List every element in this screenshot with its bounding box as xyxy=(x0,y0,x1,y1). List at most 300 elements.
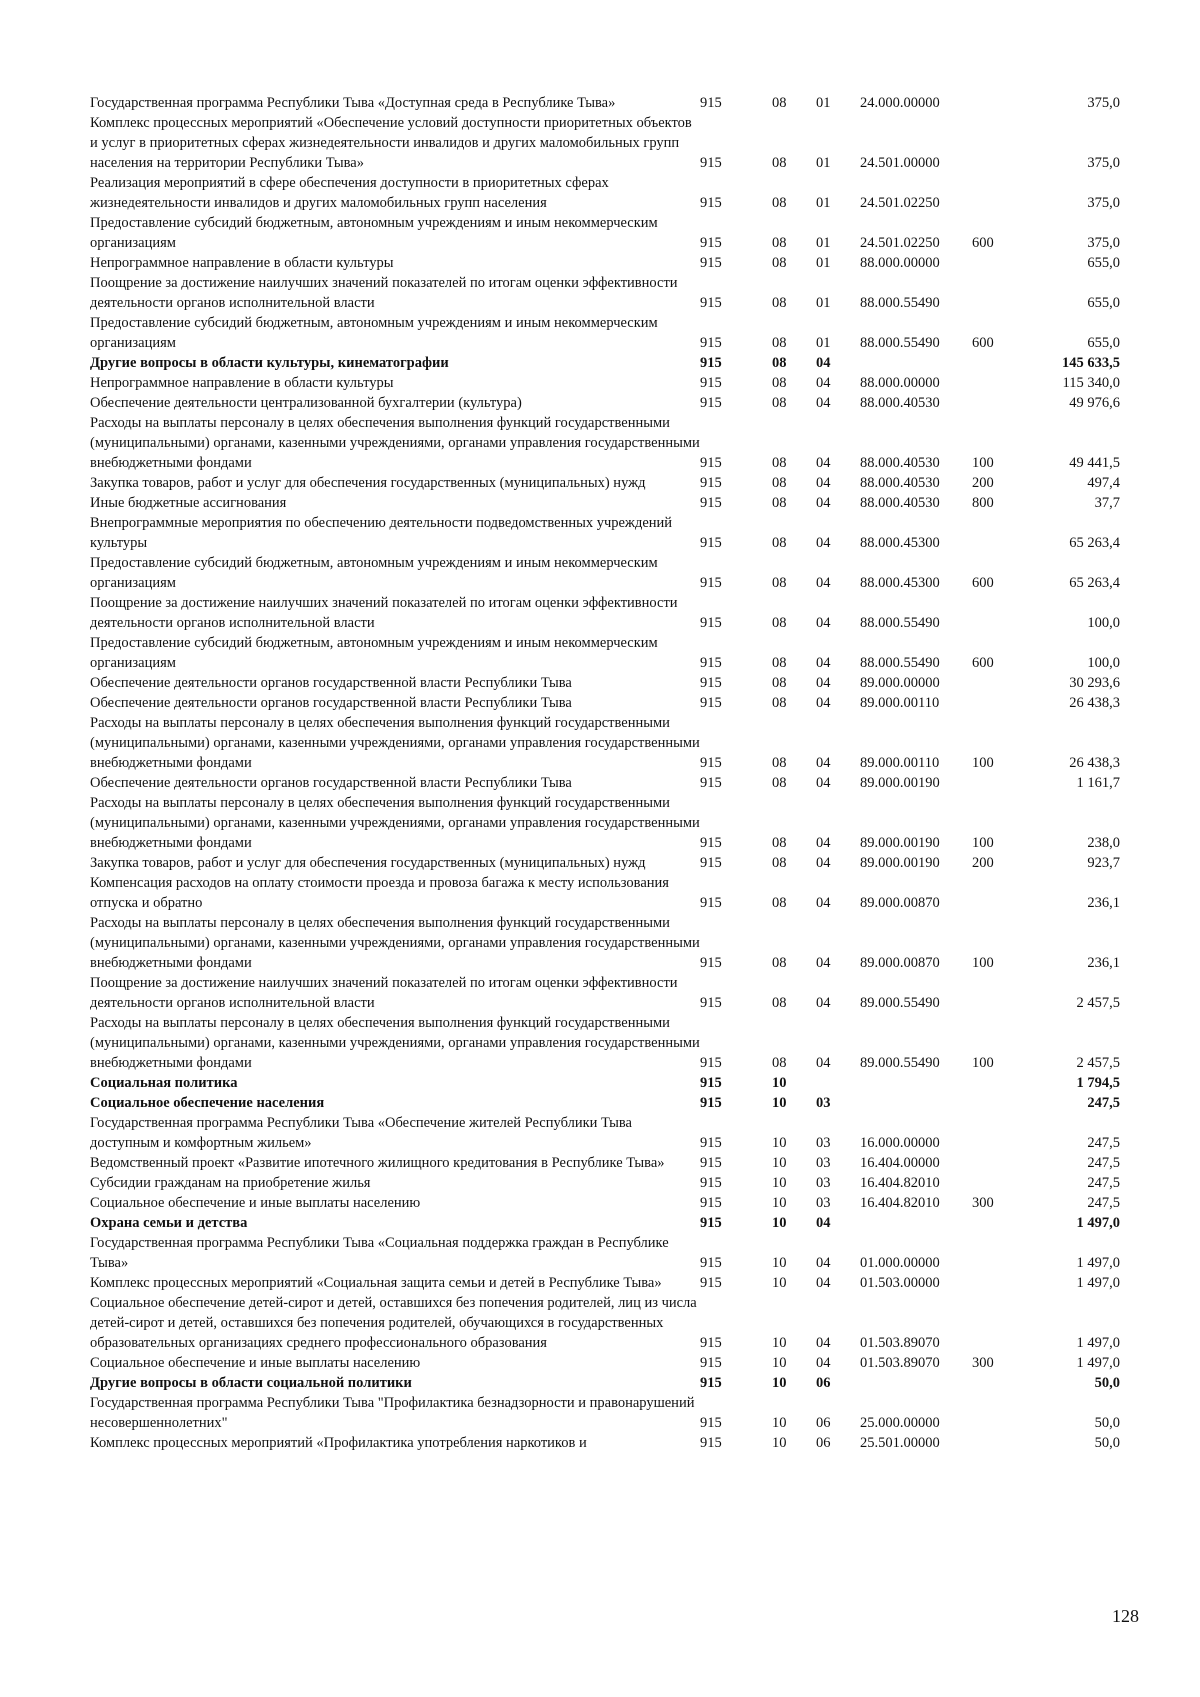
row-expense-type-code xyxy=(972,1213,1030,1233)
row-grbs-code: 915 xyxy=(700,455,722,471)
row-grbs-code: 915 xyxy=(700,535,722,551)
row-name: Поощрение за достижение наилучших значений показателей по итогам оценки эффективности деятельности органов исполнительной власти xyxy=(90,275,678,311)
row-subsection-code: 04 xyxy=(816,1255,831,1271)
row-name: Расходы на выплаты персоналу в целях обеспечения выполнения функций государственными (муниципальными) органами, казенными учреждениями, органами управления государственными внебюджетными фондами xyxy=(90,715,700,771)
row-target-article-code: 89.000.00000 xyxy=(860,675,940,691)
row-sum: 375,0 xyxy=(1087,155,1120,171)
row-name: Обеспечение деятельности централизованной бухгалтерии (культура) xyxy=(90,395,522,411)
row-sum: 50,0 xyxy=(1094,1375,1120,1391)
table-row xyxy=(90,373,1120,393)
row-grbs-code: 915 xyxy=(700,775,722,791)
row-grbs-code: 915 xyxy=(700,655,722,671)
table-row xyxy=(90,793,1120,853)
row-name: Другие вопросы в области социальной политики xyxy=(90,1375,412,1391)
row-section-code: 08 xyxy=(772,255,787,271)
row-target-article-code: 89.000.00870 xyxy=(860,955,940,971)
row-subsection-code: 04 xyxy=(816,355,831,371)
row-expense-type-code xyxy=(972,693,1030,713)
row-target-article-code: 16.404.00000 xyxy=(860,1155,940,1171)
row-sum: 1 497,0 xyxy=(1076,1275,1120,1291)
row-section-code: 10 xyxy=(772,1215,787,1231)
row-target-article-code: 88.000.00000 xyxy=(860,375,940,391)
row-subsection-code: 04 xyxy=(816,675,831,691)
row-sum: 100,0 xyxy=(1087,655,1120,671)
table-row xyxy=(90,773,1120,793)
table-row xyxy=(90,713,1120,773)
row-name: Расходы на выплаты персоналу в целях обеспечения выполнения функций государственными (муниципальными) органами, казенными учреждениями, органами управления государственными внебюджетными фондами xyxy=(90,415,700,471)
table-row xyxy=(90,1293,1120,1353)
table-row xyxy=(90,1153,1120,1173)
row-section-code: 10 xyxy=(772,1135,787,1151)
row-target-article-code: 24.501.00000 xyxy=(860,155,940,171)
row-sum: 236,1 xyxy=(1087,955,1120,971)
row-sum: 655,0 xyxy=(1087,255,1120,271)
row-sum: 37,7 xyxy=(1094,495,1120,511)
row-expense-type-code xyxy=(972,273,1030,313)
row-target-article-code: 88.000.40530 xyxy=(860,455,940,471)
row-grbs-code: 915 xyxy=(700,155,722,171)
row-grbs-code: 915 xyxy=(700,395,722,411)
row-name: Расходы на выплаты персоналу в целях обеспечения выполнения функций государственными (муниципальными) органами, казенными учреждениями, органами управления государственными внебюджетными фондами xyxy=(90,795,700,851)
row-grbs-code: 915 xyxy=(700,695,722,711)
row-target-article-code: 88.000.55490 xyxy=(860,655,940,671)
row-grbs-code: 915 xyxy=(700,1095,722,1111)
table-row xyxy=(90,1093,1120,1113)
row-subsection-code: 04 xyxy=(816,855,831,871)
row-subsection-code: 01 xyxy=(816,95,831,111)
row-subsection-code: 04 xyxy=(816,835,831,851)
row-section-code: 10 xyxy=(772,1095,787,1111)
row-sum: 247,5 xyxy=(1087,1155,1120,1171)
row-expense-type-code xyxy=(972,773,1030,793)
budget-table xyxy=(90,93,1120,1453)
row-target-article-code: 24.501.02250 xyxy=(860,195,940,211)
row-expense-type-code: 800 xyxy=(972,495,994,511)
row-section-code: 10 xyxy=(772,1155,787,1171)
row-target-article-code: 88.000.00000 xyxy=(860,255,940,271)
table-row xyxy=(90,553,1120,593)
row-grbs-code: 915 xyxy=(700,835,722,851)
row-name: Государственная программа Республики Тыва «Доступная среда в Республике Тыва» xyxy=(90,95,616,111)
row-expense-type-code: 100 xyxy=(972,835,994,851)
row-sum: 1 497,0 xyxy=(1076,1255,1120,1271)
row-expense-type-code xyxy=(972,93,1030,113)
row-grbs-code: 915 xyxy=(700,235,722,251)
row-grbs-code: 915 xyxy=(700,1135,722,1151)
row-grbs-code: 915 xyxy=(700,1055,722,1071)
row-section-code: 08 xyxy=(772,695,787,711)
row-grbs-code: 915 xyxy=(700,475,722,491)
row-sum: 2 457,5 xyxy=(1076,1055,1120,1071)
row-name: Социальное обеспечение и иные выплаты населению xyxy=(90,1195,421,1211)
row-subsection-code: 01 xyxy=(816,195,831,211)
row-target-article-code: 89.000.00870 xyxy=(860,895,940,911)
row-target-article-code: 88.000.55490 xyxy=(860,335,940,351)
row-section-code: 10 xyxy=(772,1415,787,1431)
row-expense-type-code: 100 xyxy=(972,955,994,971)
row-expense-type-code: 300 xyxy=(972,1195,994,1211)
row-name: Социальное обеспечение детей-сирот и детей, оставшихся без попечения родителей, лиц из числа детей-сирот и детей, оставшихся без попечения родителей, обучающихся в государственных образовательных организациях среднего профессионального образования xyxy=(90,1295,697,1351)
row-expense-type-code xyxy=(972,873,1030,913)
row-name: Внепрограммные мероприятия по обеспечению деятельности подведомственных учреждений культуры xyxy=(90,515,673,551)
row-grbs-code: 915 xyxy=(700,1355,722,1371)
row-section-code: 08 xyxy=(772,355,787,371)
row-section-code: 08 xyxy=(772,335,787,351)
row-target-article-code: 89.000.00190 xyxy=(860,835,940,851)
row-subsection-code: 04 xyxy=(816,495,831,511)
row-name: Иные бюджетные ассигнования xyxy=(90,495,287,511)
row-section-code: 10 xyxy=(772,1255,787,1271)
row-expense-type-code xyxy=(972,1393,1030,1433)
table-row xyxy=(90,113,1120,173)
row-expense-type-code: 600 xyxy=(972,335,994,351)
row-subsection-code: 04 xyxy=(816,1215,831,1231)
row-target-article-code: 25.501.00000 xyxy=(860,1435,940,1451)
row-section-code: 08 xyxy=(772,495,787,511)
row-expense-type-code xyxy=(972,393,1030,413)
table-row xyxy=(90,1073,1120,1093)
row-target-article-code: 88.000.40530 xyxy=(860,395,940,411)
row-section-code: 08 xyxy=(772,375,787,391)
page-number: 128 xyxy=(1112,1606,1139,1626)
row-expense-type-code: 200 xyxy=(972,475,994,491)
row-target-article-code: 01.000.00000 xyxy=(860,1255,940,1271)
row-target-article-code: 16.404.82010 xyxy=(860,1175,940,1191)
row-target-article-code: 88.000.55490 xyxy=(860,295,940,311)
row-name: Обеспечение деятельности органов государственной власти Республики Тыва xyxy=(90,675,572,691)
row-expense-type-code xyxy=(972,1113,1030,1153)
row-section-code: 10 xyxy=(772,1175,787,1191)
row-subsection-code: 04 xyxy=(816,995,831,1011)
row-expense-type-code: 600 xyxy=(972,575,994,591)
row-expense-type-code xyxy=(972,113,1030,173)
row-expense-type-code xyxy=(972,673,1030,693)
row-name: Социальное обеспечение и иные выплаты населению xyxy=(90,1355,421,1371)
row-subsection-code: 03 xyxy=(816,1135,831,1151)
row-name: Другие вопросы в области культуры, кинематографии xyxy=(90,355,449,371)
table-row xyxy=(90,493,1120,513)
row-expense-type-code xyxy=(972,1273,1030,1293)
row-section-code: 08 xyxy=(772,455,787,471)
row-sum: 100,0 xyxy=(1087,615,1120,631)
row-section-code: 08 xyxy=(772,395,787,411)
row-target-article-code xyxy=(860,1213,972,1233)
row-target-article-code: 01.503.89070 xyxy=(860,1355,940,1371)
row-name: Обеспечение деятельности органов государственной власти Республики Тыва xyxy=(90,695,572,711)
row-sum: 1 161,7 xyxy=(1076,775,1120,791)
row-section-code: 08 xyxy=(772,895,787,911)
row-section-code: 08 xyxy=(772,235,787,251)
table-row xyxy=(90,393,1120,413)
table-row xyxy=(90,93,1120,113)
row-expense-type-code xyxy=(972,253,1030,273)
table-row xyxy=(90,1433,1120,1453)
row-sum: 247,5 xyxy=(1087,1175,1120,1191)
row-expense-type-code: 100 xyxy=(972,455,994,471)
row-expense-type-code xyxy=(972,1373,1030,1393)
row-sum: 65 263,4 xyxy=(1069,535,1120,551)
row-grbs-code: 915 xyxy=(700,1075,722,1091)
row-grbs-code: 915 xyxy=(700,1175,722,1191)
table-row xyxy=(90,273,1120,313)
row-section-code: 08 xyxy=(772,855,787,871)
table-row xyxy=(90,513,1120,553)
row-target-article-code: 88.000.45300 xyxy=(860,575,940,591)
row-name: Государственная программа Республики Тыва "Профилактика безнадзорности и правонарушений несовершеннолетних" xyxy=(90,1395,695,1431)
row-subsection-code: 01 xyxy=(816,295,831,311)
row-expense-type-code: 100 xyxy=(972,1055,994,1071)
row-sum: 115 340,0 xyxy=(1062,375,1120,391)
row-target-article-code: 89.000.00110 xyxy=(860,695,940,711)
row-grbs-code: 915 xyxy=(700,375,722,391)
row-sum: 49 441,5 xyxy=(1069,455,1120,471)
table-row xyxy=(90,353,1120,373)
row-name: Комплекс процессных мероприятий «Профилактика употребления наркотиков и xyxy=(90,1435,587,1451)
row-name: Субсидии гражданам на приобретение жилья xyxy=(90,1175,371,1191)
row-grbs-code: 915 xyxy=(700,195,722,211)
row-target-article-code: 01.503.89070 xyxy=(860,1335,940,1351)
row-expense-type-code xyxy=(972,1073,1030,1093)
row-sum: 50,0 xyxy=(1094,1435,1120,1451)
row-name: Комплекс процессных мероприятий «Обеспечение условий доступности приоритетных объектов и услуг в приоритетных сферах жизнедеятельности инвалидов и других маломобильных групп населения на территории Республики Тыва» xyxy=(90,115,692,171)
table-row xyxy=(90,253,1120,273)
row-sum: 247,5 xyxy=(1087,1095,1120,1111)
row-grbs-code: 915 xyxy=(700,955,722,971)
row-name: Расходы на выплаты персоналу в целях обеспечения выполнения функций государственными (муниципальными) органами, казенными учреждениями, органами управления государственными внебюджетными фондами xyxy=(90,915,700,971)
table-row xyxy=(90,593,1120,633)
row-subsection-code: 01 xyxy=(816,155,831,171)
row-target-article-code: 89.000.00190 xyxy=(860,775,940,791)
row-target-article-code xyxy=(860,353,972,373)
table-row xyxy=(90,413,1120,473)
row-subsection-code: 04 xyxy=(816,775,831,791)
row-name: Закупка товаров, работ и услуг для обеспечения государственных (муниципальных) нужд xyxy=(90,475,646,491)
row-name: Закупка товаров, работ и услуг для обеспечения государственных (муниципальных) нужд xyxy=(90,855,646,871)
row-sum: 655,0 xyxy=(1087,295,1120,311)
row-target-article-code: 88.000.40530 xyxy=(860,495,940,511)
row-grbs-code: 915 xyxy=(700,575,722,591)
row-section-code: 08 xyxy=(772,195,787,211)
row-subsection-code: 04 xyxy=(816,955,831,971)
row-section-code: 08 xyxy=(772,575,787,591)
row-name: Расходы на выплаты персоналу в целях обеспечения выполнения функций государственными (муниципальными) органами, казенными учреждениями, органами управления государственными внебюджетными фондами xyxy=(90,1015,700,1071)
table-row xyxy=(90,1273,1120,1293)
row-subsection-code: 04 xyxy=(816,695,831,711)
row-name: Поощрение за достижение наилучших значений показателей по итогам оценки эффективности деятельности органов исполнительной власти xyxy=(90,595,678,631)
table-row xyxy=(90,853,1120,873)
row-sum: 26 438,3 xyxy=(1069,755,1120,771)
row-subsection-code: 03 xyxy=(816,1155,831,1171)
row-grbs-code: 915 xyxy=(700,675,722,691)
row-subsection-code: 03 xyxy=(816,1195,831,1211)
row-grbs-code: 915 xyxy=(700,855,722,871)
row-grbs-code: 915 xyxy=(700,1415,722,1431)
row-target-article-code xyxy=(860,1373,972,1393)
row-grbs-code: 915 xyxy=(700,1275,722,1291)
row-target-article-code xyxy=(860,1093,972,1113)
row-sum: 497,4 xyxy=(1087,475,1120,491)
row-grbs-code: 915 xyxy=(700,895,722,911)
row-subsection-code: 04 xyxy=(816,475,831,491)
row-grbs-code: 915 xyxy=(700,1375,722,1391)
row-expense-type-code: 100 xyxy=(972,755,994,771)
row-target-article-code: 88.000.45300 xyxy=(860,535,940,551)
row-section-code: 08 xyxy=(772,155,787,171)
table-row xyxy=(90,1353,1120,1373)
row-name: Государственная программа Республики Тыва «Социальная поддержка граждан в Республике Тыва» xyxy=(90,1235,669,1271)
row-subsection-code: 01 xyxy=(816,235,831,251)
table-row xyxy=(90,1233,1120,1273)
row-expense-type-code xyxy=(972,593,1030,633)
table-row xyxy=(90,913,1120,973)
row-grbs-code: 915 xyxy=(700,1195,722,1211)
row-expense-type-code xyxy=(972,1153,1030,1173)
row-subsection-code: 04 xyxy=(816,755,831,771)
row-section-code: 10 xyxy=(772,1355,787,1371)
row-sum: 247,5 xyxy=(1087,1195,1120,1211)
row-grbs-code: 915 xyxy=(700,995,722,1011)
row-sum: 2 457,5 xyxy=(1076,995,1120,1011)
table-row xyxy=(90,313,1120,353)
row-grbs-code: 915 xyxy=(700,95,722,111)
row-name: Поощрение за достижение наилучших значений показателей по итогам оценки эффективности деятельности органов исполнительной власти xyxy=(90,975,678,1011)
row-target-article-code xyxy=(860,1073,972,1093)
row-section-code: 08 xyxy=(772,295,787,311)
row-sum: 655,0 xyxy=(1087,335,1120,351)
row-section-code: 08 xyxy=(772,655,787,671)
table-row xyxy=(90,873,1120,913)
row-sum: 1 497,0 xyxy=(1076,1335,1120,1351)
row-subsection-code: 01 xyxy=(816,335,831,351)
row-subsection-code: 04 xyxy=(816,575,831,591)
row-subsection-code: 04 xyxy=(816,1275,831,1291)
row-grbs-code: 915 xyxy=(700,255,722,271)
row-sum: 923,7 xyxy=(1087,855,1120,871)
row-expense-type-code xyxy=(972,973,1030,1013)
table-row xyxy=(90,673,1120,693)
row-target-article-code: 24.000.00000 xyxy=(860,95,940,111)
row-name: Ведомственный проект «Развитие ипотечного жилищного кредитования в Республике Тыва» xyxy=(90,1155,665,1171)
row-sum: 375,0 xyxy=(1087,195,1120,211)
row-subsection-code: 04 xyxy=(816,455,831,471)
row-grbs-code: 915 xyxy=(700,1155,722,1171)
table-row xyxy=(90,1373,1120,1393)
row-target-article-code: 89.000.55490 xyxy=(860,1055,940,1071)
row-section-code: 08 xyxy=(772,1055,787,1071)
row-expense-type-code xyxy=(972,1173,1030,1193)
row-grbs-code: 915 xyxy=(700,355,722,371)
row-sum: 30 293,6 xyxy=(1069,675,1120,691)
row-subsection-code: 04 xyxy=(816,375,831,391)
row-grbs-code: 915 xyxy=(700,1335,722,1351)
row-sum: 1 794,5 xyxy=(1076,1075,1120,1091)
row-section-code: 08 xyxy=(772,675,787,691)
row-subsection-code: 03 xyxy=(816,1175,831,1191)
table-row xyxy=(90,1393,1120,1433)
row-name: Предоставление субсидий бюджетным, автономным учреждениям и иным некоммерческим организациям xyxy=(90,215,658,251)
row-section-code: 10 xyxy=(772,1275,787,1291)
table-row xyxy=(90,633,1120,673)
row-grbs-code: 915 xyxy=(700,295,722,311)
row-grbs-code: 915 xyxy=(700,335,722,351)
table-row xyxy=(90,473,1120,493)
row-expense-type-code: 300 xyxy=(972,1355,994,1371)
row-sum: 247,5 xyxy=(1087,1135,1120,1151)
row-name: Предоставление субсидий бюджетным, автономным учреждениям и иным некоммерческим организациям xyxy=(90,555,658,591)
row-expense-type-code xyxy=(972,1233,1030,1273)
row-grbs-code: 915 xyxy=(700,615,722,631)
row-sum: 238,0 xyxy=(1087,835,1120,851)
row-subsection-code: 04 xyxy=(816,1055,831,1071)
row-name: Государственная программа Республики Тыва «Обеспечение жителей Республики Тыва доступным и комфортным жильем» xyxy=(90,1115,632,1151)
row-target-article-code: 16.000.00000 xyxy=(860,1135,940,1151)
row-target-article-code: 88.000.40530 xyxy=(860,475,940,491)
row-section-code: 10 xyxy=(772,1335,787,1351)
row-sum: 1 497,0 xyxy=(1076,1215,1120,1231)
row-target-article-code: 89.000.55490 xyxy=(860,995,940,1011)
row-subsection-code: 06 xyxy=(816,1415,831,1431)
row-expense-type-code: 200 xyxy=(972,855,994,871)
row-expense-type-code: 600 xyxy=(972,235,994,251)
row-expense-type-code xyxy=(972,373,1030,393)
row-subsection-code: 06 xyxy=(816,1435,831,1451)
row-target-article-code: 16.404.82010 xyxy=(860,1195,940,1211)
row-target-article-code: 89.000.00190 xyxy=(860,855,940,871)
row-target-article-code: 24.501.02250 xyxy=(860,235,940,251)
row-target-article-code: 88.000.55490 xyxy=(860,615,940,631)
row-section-code: 08 xyxy=(772,535,787,551)
row-subsection-code: 04 xyxy=(816,395,831,411)
row-grbs-code: 915 xyxy=(700,1255,722,1271)
row-section-code: 08 xyxy=(772,95,787,111)
table-row xyxy=(90,693,1120,713)
row-section-code: 08 xyxy=(772,775,787,791)
table-row xyxy=(90,213,1120,253)
table-row xyxy=(90,1193,1120,1213)
table-row xyxy=(90,1213,1120,1233)
row-name: Компенсация расходов на оплату стоимости проезда и провоза багажа к месту использования отпуска и обратно xyxy=(90,875,669,911)
row-subsection-code: 04 xyxy=(816,1355,831,1371)
table-row xyxy=(90,1173,1120,1193)
row-sum: 236,1 xyxy=(1087,895,1120,911)
row-expense-type-code: 600 xyxy=(972,655,994,671)
row-section-code: 10 xyxy=(772,1075,787,1091)
row-target-article-code: 89.000.00110 xyxy=(860,755,940,771)
row-expense-type-code xyxy=(972,173,1030,213)
row-subsection-code: 04 xyxy=(816,1335,831,1351)
row-name: Непрограммное направление в области культуры xyxy=(90,375,394,391)
row-sum: 145 633,5 xyxy=(1062,355,1120,371)
table-row xyxy=(90,973,1120,1013)
row-expense-type-code xyxy=(972,1293,1030,1353)
row-subsection-code: 03 xyxy=(816,1095,831,1111)
row-section-code: 10 xyxy=(772,1435,787,1451)
row-sum: 375,0 xyxy=(1087,95,1120,111)
row-grbs-code: 915 xyxy=(700,755,722,771)
row-name: Социальная политика xyxy=(90,1075,238,1091)
row-section-code: 08 xyxy=(772,955,787,971)
row-subsection-code xyxy=(816,1073,860,1093)
row-subsection-code: 04 xyxy=(816,655,831,671)
row-sum: 65 263,4 xyxy=(1069,575,1120,591)
row-name: Предоставление субсидий бюджетным, автономным учреждениям и иным некоммерческим организациям xyxy=(90,315,658,351)
row-name: Реализация мероприятий в сфере обеспечения доступности в приоритетных сферах жизнедеятельности инвалидов и других маломобильных групп населения xyxy=(90,175,609,211)
row-grbs-code: 915 xyxy=(700,495,722,511)
row-subsection-code: 06 xyxy=(816,1375,831,1391)
row-section-code: 10 xyxy=(772,1375,787,1391)
row-section-code: 10 xyxy=(772,1195,787,1211)
row-expense-type-code xyxy=(972,1433,1030,1453)
